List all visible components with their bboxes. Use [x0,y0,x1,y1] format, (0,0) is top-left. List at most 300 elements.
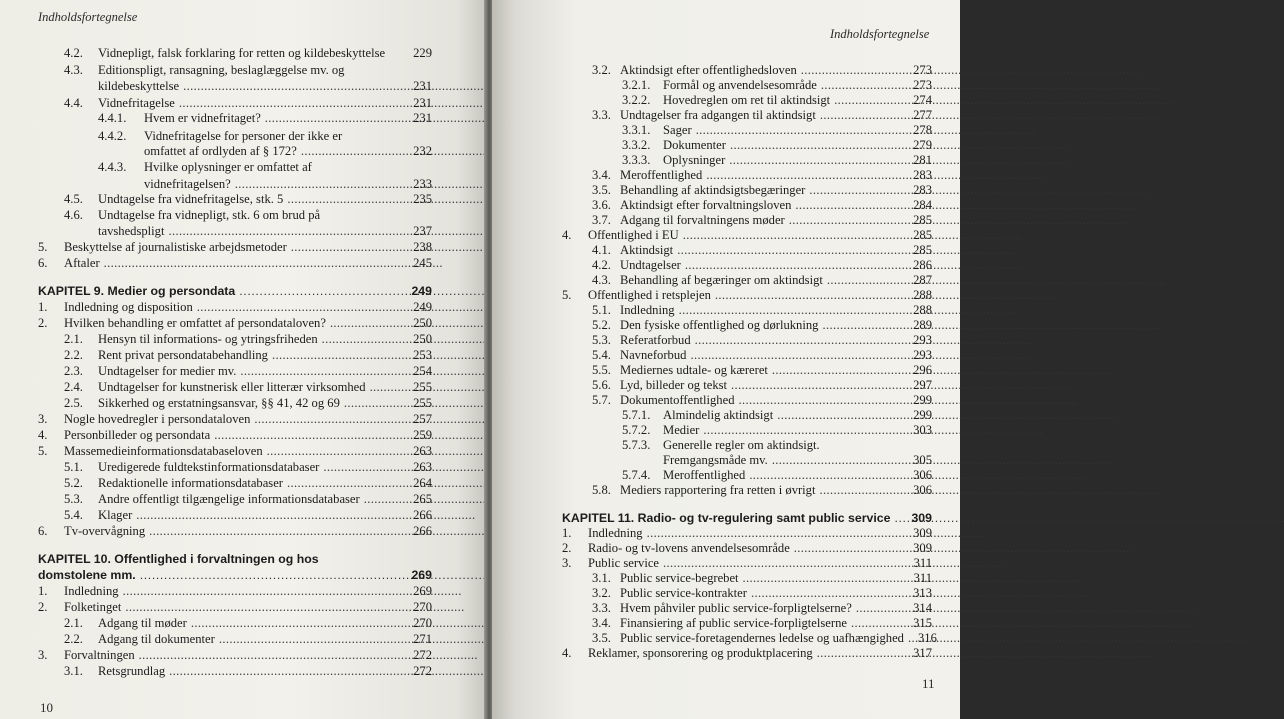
section-number: 3.7. [592,213,611,227]
section-title: Hovedreglen om ret til aktindsigt [663,93,831,107]
dot-leader [647,525,910,541]
dot-leader [730,137,909,153]
section-number: 2.2. [64,348,83,362]
page-ref: 233 [413,177,432,191]
toc-entry [622,422,932,438]
toc-entry [64,207,432,223]
dot-leader [267,443,409,459]
section-title: Reklamer, sponsorering og produktplacering [588,646,813,660]
page-ref: 250 [413,316,432,330]
toc-entry [562,540,932,556]
dot-leader [149,523,409,539]
toc-entry [592,347,932,363]
page-ref: 305 [913,453,932,467]
dot-leader [731,377,909,393]
chapter-heading [38,283,432,299]
dot-leader [749,467,909,483]
section-number: 5.1. [592,303,611,317]
section-number: 4.5. [64,192,83,206]
dot-leader [683,227,909,243]
page-ref: 288 [913,288,932,302]
page-ref: 313 [913,586,932,600]
dot-leader [801,62,909,78]
page-ref: 269 [413,584,432,598]
section-title: Forvaltningen [64,648,135,662]
toc-entry [592,570,932,586]
right-page [492,0,960,719]
toc-entry [38,299,432,315]
page-ref: 296 [913,363,932,377]
section-number: 3.5. [592,631,611,645]
page-ref: 303 [913,423,932,437]
section-number: 2. [562,541,572,555]
page-ref: 285 [913,228,932,242]
section-title: Fremgangsmåde mv. [663,453,768,467]
toc-entry [38,523,432,539]
dot-leader [287,475,409,491]
page-ref: 273 [913,78,932,92]
section-title: Behandling af aktindsigtsbegæringer [620,183,806,197]
section-title: Dokumentoffentlighed [620,393,735,407]
page-ref: 287 [913,273,932,287]
dot-leader [139,647,409,663]
section-number: 5. [38,240,48,254]
section-number: 5.2. [64,476,83,490]
left-page [0,0,486,719]
section-title: Hvilken behandling er omfattet af persondataloven? [64,316,326,330]
section-title: Undtagelser [620,258,681,272]
dot-leader [197,299,409,315]
page-ref: 309 [913,541,932,555]
section-number: 5.6. [592,378,611,392]
toc-entry [562,287,932,303]
dot-leader [191,615,409,631]
page-ref: 274 [913,93,932,107]
section-title: Public service-foretagendernes ledelse og uafhængighed [620,631,904,645]
section-number: 4.4. [64,96,83,110]
toc-entry [64,331,432,347]
section-title: domstolene mm. [38,568,136,582]
dot-leader [254,411,409,427]
section-title: Vidnepligt, falsk forklaring for retten og kildebeskyttelse [98,46,386,60]
dot-leader [690,347,909,363]
page-ref: 263 [413,460,432,474]
dot-leader [344,395,409,411]
section-number: 3.2. [592,63,611,77]
toc-entry [622,122,932,138]
page-ref: 277 [913,108,932,122]
section-title: Vidnefritagelse for personer der ikke er [144,129,343,143]
section-number: 2.1. [64,332,83,346]
page-ref: 288 [913,303,932,317]
dot-leader [739,392,910,408]
section-title: KAPITEL 11. Radio- og tv-regulering samt public service [562,511,891,525]
page-ref: 309 [911,511,932,525]
dot-leader [140,567,408,583]
toc-entry [562,555,932,571]
toc-entry [98,223,432,239]
toc-entry [144,143,432,159]
dot-leader [685,257,909,273]
page-ref: 235 [413,192,432,206]
toc-entry [38,647,432,663]
dot-leader [219,631,409,647]
section-title: Meroffentlighed [663,468,746,482]
section-title: Hensyn til informations- og ytringsfriheden [98,332,318,346]
section-number: 6. [38,256,48,270]
section-number: 3.3.2. [622,138,651,152]
dot-leader [706,167,909,183]
section-number: 3.4. [592,168,611,182]
section-number: 4.6. [64,208,83,222]
section-number: 3.6. [592,198,611,212]
section-title: Lyd, billeder og tekst [620,378,728,392]
section-title: Hvilke oplysninger er omfattet af [144,160,312,174]
section-number: 5.7. [592,393,611,407]
dot-leader [856,600,909,616]
section-title: Referatforbud [620,333,691,347]
section-title: Undtagelse fra vidnepligt, stk. 6 om brud på [98,208,321,222]
page-ref: 289 [913,318,932,332]
section-title: Hvem er vidnefritaget? [144,111,261,125]
section-title: Public service-kontrakter [620,586,747,600]
dot-leader [663,555,910,571]
toc-entry [64,507,432,523]
section-number: 5.4. [592,348,611,362]
dot-leader [272,347,409,363]
section-number: 3.3.1. [622,123,651,137]
dot-leader [772,452,909,468]
chapter-heading [38,551,432,567]
page-ref: 265 [413,492,432,506]
toc-entry [64,491,432,507]
dot-leader [819,482,909,498]
toc-entry [622,137,932,153]
page-ref: 293 [913,333,932,347]
section-title: Folketinget [64,600,122,614]
dot-leader [817,645,909,661]
page-ref: 284 [913,198,932,212]
toc-entry [64,459,432,475]
dot-leader [751,585,909,601]
section-title: Oplysninger [663,153,726,167]
toc-entry [622,407,932,423]
section-title: Aktindsigt [620,243,674,257]
toc-entry [64,363,432,379]
toc-entry [64,95,432,111]
dot-leader [696,122,909,138]
section-number: 4.4.3. [98,160,127,174]
toc-entry [144,176,432,192]
chapter-heading [562,510,932,526]
page-number: 10 [40,700,53,715]
toc-entry [592,482,932,498]
page-ref: 314 [913,601,932,615]
section-title: Rent privat persondatabehandling [98,348,268,362]
section-number: 6. [38,524,48,538]
page-ref: 229 [413,46,432,60]
section-title: Mediers rapportering fra retten i øvrigt [620,483,816,497]
page-ref: 266 [413,524,432,538]
section-title: Undtagelse fra vidnefritagelse, stk. 5 [98,192,284,206]
section-number: 5.8. [592,483,611,497]
dot-leader [679,302,910,318]
dot-leader [908,630,914,646]
section-number: 5. [562,288,572,302]
dot-leader [239,283,407,299]
page-ref: 281 [913,153,932,167]
toc-entry [663,452,932,468]
toc-entry [592,182,932,198]
section-number: 2.4. [64,380,83,394]
toc-entry [592,257,932,273]
toc-entry [64,475,432,491]
dot-leader [834,92,909,108]
toc-entry [622,92,932,108]
section-number: 3.2. [592,586,611,600]
section-title: omfattet af ordlyden af § 172? [144,144,297,158]
section-title: Offentlighed i EU [588,228,679,242]
section-title: Finansiering af public service-forpligtelserne [620,616,847,630]
section-number: 4. [562,228,572,242]
toc-entry [592,585,932,601]
toc-entry [64,663,432,679]
section-number: 2.1. [64,616,83,630]
section-number: 4.4.1. [98,111,127,125]
section-number: 3.4. [592,616,611,630]
dot-leader [323,459,409,475]
toc-entry [38,427,432,443]
dot-leader [169,663,409,679]
section-number: 3.5. [592,183,611,197]
section-title: Radio- og tv-lovens anvendelsesområde [588,541,790,555]
page-ref: 245 [413,256,432,270]
section-title: Navneforbud [620,348,687,362]
section-number: 3. [38,412,48,426]
section-number: 3. [562,556,572,570]
dot-leader [772,362,909,378]
page-ref: 255 [413,380,432,394]
page-ref: 306 [913,468,932,482]
page-ref: 264 [413,476,432,490]
running-head: Indholdsfortegnelse [38,10,138,24]
dot-leader [743,570,910,586]
section-title: Indledning [588,526,643,540]
section-title: Sikkerhed og erstatningsansvar, §§ 41, 42 og 69 [98,396,340,410]
page-ref: 297 [913,378,932,392]
dot-leader [235,176,409,192]
dot-leader [809,182,909,198]
dot-leader [821,77,909,93]
toc-entry [98,110,432,126]
page-ref: 263 [413,444,432,458]
dot-leader [104,255,409,271]
toc-entry [562,525,932,541]
toc-entry [64,45,432,61]
section-number: 3.1. [64,664,83,678]
toc-entry [98,128,432,144]
section-title: kildebeskyttelse [98,79,180,93]
page-ref: 306 [913,483,932,497]
section-number: 5.7.4. [622,468,651,482]
page-ref: 231 [413,79,432,93]
dot-leader [136,507,409,523]
page-ref: 231 [413,96,432,110]
toc-entry [38,583,432,599]
page-ref: 286 [913,258,932,272]
dot-leader [183,78,409,94]
section-title: Indledning [64,584,119,598]
section-title: tavshedspligt [98,224,165,238]
page-ref: 317 [913,646,932,660]
page-ref: 299 [913,393,932,407]
section-title: Sager [663,123,692,137]
page-ref: 257 [413,412,432,426]
section-number: 4.2. [64,46,83,60]
section-number: 4. [562,646,572,660]
toc-entry [592,272,932,288]
section-title: KAPITEL 9. Medier og persondata [38,284,236,298]
page-ref: 299 [913,408,932,422]
section-title: Uredigerede fuldtekstinformationsdatabaser [98,460,320,474]
toc-entry [38,443,432,459]
page-ref: 253 [413,348,432,362]
section-title: Retsgrundlag [98,664,166,678]
section-title: Meroffentlighed [620,168,703,182]
section-title: Indledning og disposition [64,300,193,314]
toc-entry [592,302,932,318]
toc-entry [622,77,932,93]
dot-leader [168,223,409,239]
page-ref: 316 [917,631,937,645]
section-number: 2.3. [64,364,83,378]
page-ref: 273 [913,63,932,77]
toc-entry [64,191,432,207]
section-title: Nogle hovedregler i persondataloven [64,412,251,426]
dot-leader [777,407,909,423]
toc-entry [562,227,932,243]
toc-entry [592,332,932,348]
section-number: 3.3. [592,601,611,615]
toc-entry [64,631,432,647]
section-number: 5.3. [64,492,83,506]
page-ref: 272 [413,664,432,678]
dot-leader [822,317,909,333]
dot-leader [729,152,909,168]
page-ref: 271 [413,632,432,646]
section-number: 3. [38,648,48,662]
page-ref: 311 [913,571,932,585]
section-title: Behandling af begæringer om aktindsigt [620,273,823,287]
toc-entry [592,212,932,228]
page-ref: 283 [913,183,932,197]
toc-entry [592,630,937,646]
section-number: 1. [562,526,572,540]
dot-leader [287,191,409,207]
toc-entry [98,78,432,94]
section-title: Public service [588,556,659,570]
page-ref: 238 [413,240,432,254]
toc-entry [592,107,932,123]
page-ref: 255 [413,396,432,410]
section-number: 5.5. [592,363,611,377]
section-title: Massemedieinformationsdatabaseloven [64,444,263,458]
page-number: 11 [922,676,935,691]
section-number: 4.1. [592,243,611,257]
page-ref: 254 [413,364,432,378]
dot-leader [677,242,909,258]
section-number: 4.4.2. [98,129,127,143]
section-title: Public service-begrebet [620,571,739,585]
section-number: 4.2. [592,258,611,272]
section-title: Undtagelser for medier mv. [98,364,237,378]
section-title: Almindelig aktindsigt [663,408,774,422]
section-number: 5.7.1. [622,408,651,422]
page-ref: 283 [913,168,932,182]
section-number: 2. [38,600,48,614]
section-number: 5.2. [592,318,611,332]
section-number: 2. [38,316,48,330]
section-number: 2.2. [64,632,83,646]
section-number: 5.1. [64,460,83,474]
section-number: 5.7.3. [622,438,651,452]
section-title: Hvem påhviler public service-forpligtelserne? [620,601,852,615]
section-number: 2.5. [64,396,83,410]
section-title: Aktindsigt efter offentlighedsloven [620,63,797,77]
section-title: Adgang til forvaltningens møder [620,213,785,227]
section-title: Undtagelser fra adgangen til aktindsigt [620,108,816,122]
toc-entry [592,600,932,616]
dot-leader [123,583,410,599]
page-ref: 266 [413,508,432,522]
section-number: 3.2.2. [622,93,651,107]
toc-entry [64,615,432,631]
toc-entry [562,645,932,661]
section-number: 5.3. [592,333,611,347]
dot-leader [179,95,409,111]
section-number: 3.1. [592,571,611,585]
section-title: Den fysiske offentlighed og dørlukning [620,318,819,332]
section-title: KAPITEL 10. Offentlighed i forvaltningen og hos [38,552,319,566]
section-title: Mediernes udtale- og kæreret [620,363,768,377]
dot-leader [125,599,409,615]
section-title: Personbilleder og persondata [64,428,211,442]
section-number: 1. [38,584,48,598]
toc-entry [38,315,432,331]
dot-leader [851,615,909,631]
page-ref: 231 [413,111,432,125]
page-ref: 285 [913,213,932,227]
dot-leader [695,332,909,348]
section-number: 5.4. [64,508,83,522]
page-ref: 249 [413,300,432,314]
section-number: 1. [38,300,48,314]
running-head: Indholdsfortegnelse [830,27,930,41]
section-number: 5.7.2. [622,423,651,437]
toc-entry [592,167,932,183]
section-title: Adgang til dokumenter [98,632,215,646]
toc-entry [98,159,432,175]
section-title: Generelle regler om aktindsigt. [663,438,820,452]
section-number: 4.3. [64,63,83,77]
toc-entry [64,347,432,363]
dot-leader [703,422,909,438]
page-ref: 269 [411,568,432,582]
toc-entry [64,395,432,411]
section-title: Vidnefritagelse [98,96,175,110]
page-ref: 311 [913,556,932,570]
toc-entry [64,62,432,78]
